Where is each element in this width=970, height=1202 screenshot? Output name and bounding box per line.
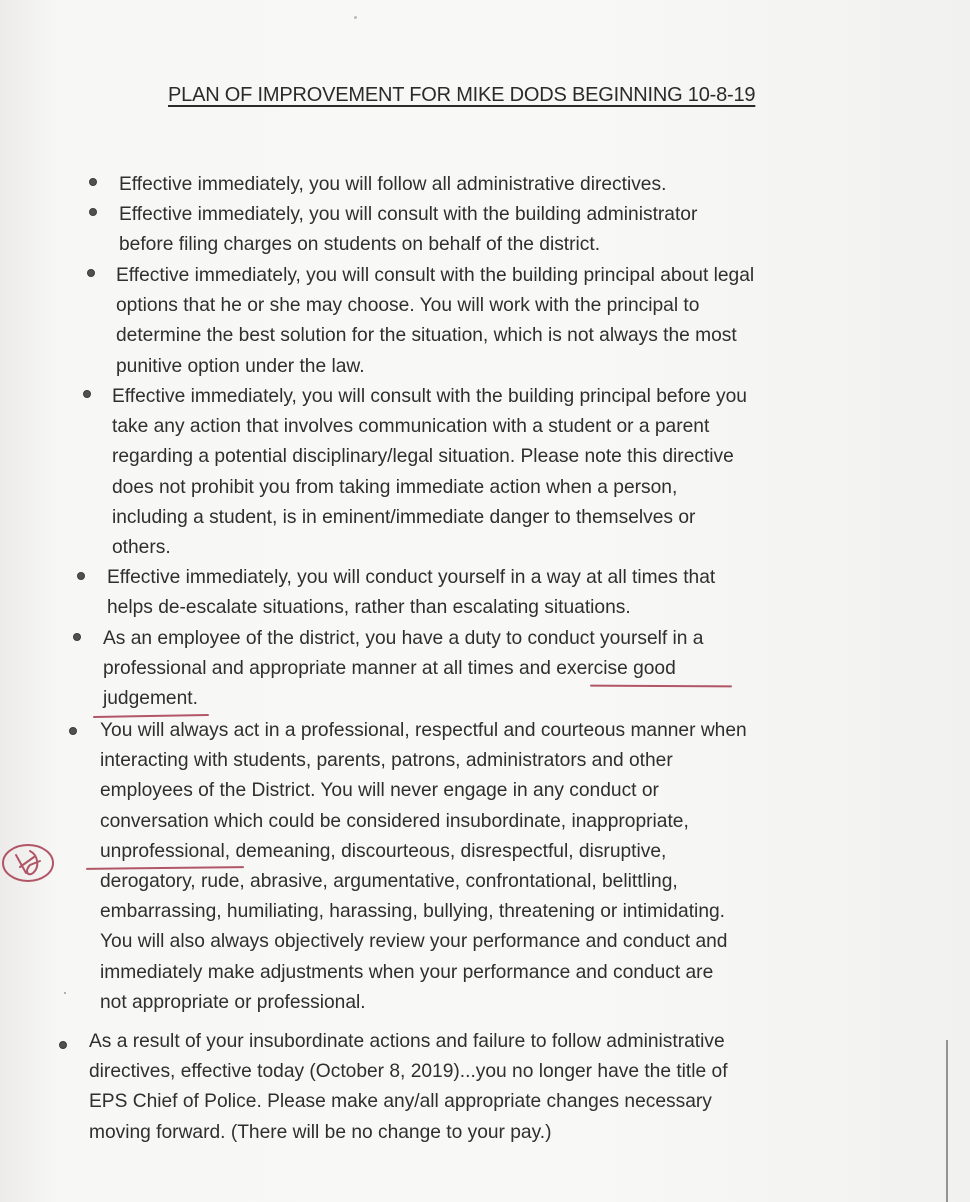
list-item-line: employees of the District. You will never engage in any conduct or [100, 780, 659, 802]
list-item [119, 170, 666, 200]
list-item-line: You will also always objectively review your performance and conduct and [100, 931, 728, 953]
list-item-line: including a student, is in eminent/immediate danger to themselves or [112, 506, 696, 528]
list-item-line: professional and appropriate manner at all times and exercise good [103, 658, 676, 680]
list-item-line: Effective immediately, you will consult with the building principal before you [112, 386, 747, 407]
handwritten-margin-mark-icon [0, 837, 56, 887]
list-item-line: not appropriate or professional. [100, 991, 366, 1013]
list-item-line: helps de-escalate situations, rather than escalating situations. [107, 597, 631, 619]
bullet-icon [73, 633, 81, 641]
list-item-line: interacting with students, parents, patrons, administrators and other [100, 750, 673, 772]
bullet-icon [89, 178, 97, 186]
scan-edge-line [946, 1040, 948, 1202]
bullet-icon [83, 390, 91, 398]
bullet-icon [77, 572, 85, 580]
list-item-line: others. [112, 537, 171, 559]
bullet-icon [87, 269, 95, 277]
list-item-line: As a result of your insubordinate actions and failure to follow administrative [89, 1031, 725, 1052]
list-item-line: punitive option under the law. [116, 355, 365, 377]
document-title: PLAN OF IMPROVEMENT FOR MIKE DODS BEGINNING 10-8-19 [168, 84, 756, 106]
list-item [116, 261, 754, 382]
bullet-icon [59, 1041, 67, 1049]
bullet-icon [89, 208, 97, 216]
list-item-line: directives, effective today (October 8, 2019)...you no longer have the title of [89, 1061, 728, 1083]
list-item-line: moving forward. (There will be no change to your pay.) [89, 1121, 552, 1143]
list-item [112, 382, 747, 563]
list-item-line: derogatory, rude, abrasive, argumentative, confrontational, belittling, [100, 871, 678, 893]
list-item-line: As an employee of the district, you have a duty to conduct yourself in a [103, 628, 704, 649]
list-item [107, 563, 715, 623]
paper-speck [354, 16, 357, 19]
list-item-line: does not prohibit you from taking immediate action when a person, [112, 476, 678, 498]
list-item-line: You will always act in a professional, respectful and courteous manner when [100, 720, 747, 741]
list-item-line: Effective immediately, you will follow all administrative directives. [119, 174, 667, 195]
list-item-line: unprofessional, demeaning, discourteous, disrespectful, disruptive, [100, 840, 667, 862]
list-item-line: options that he or she may choose. You will work with the principal to [116, 295, 700, 317]
list-item-line: embarrassing, humiliating, harassing, bullying, threatening or intimidating. [100, 901, 725, 923]
paper-speck [64, 992, 66, 994]
list-item-line: Effective immediately, you will consult with the building principal about legal [116, 265, 755, 286]
list-item-line: Effective immediately, you will consult with the building administrator [119, 204, 698, 225]
bullet-icon [69, 727, 77, 735]
list-item-line: conversation which could be considered insubordinate, inappropriate, [100, 810, 689, 832]
list-item-line: judgement. [103, 688, 198, 710]
list-item [89, 1027, 728, 1148]
list-item-line: Effective immediately, you will conduct yourself in a way at all times that [107, 567, 716, 588]
list-item [119, 200, 697, 260]
list-item-line: take any action that involves communication with a student or a parent [112, 416, 710, 438]
list-item-line: determine the best solution for the situation, which is not always the most [116, 325, 737, 347]
list-item-line: before filing charges on students on behalf of the district. [119, 234, 601, 256]
list-item [103, 624, 703, 715]
list-item-line: EPS Chief of Police. Please make any/all appropriate changes necessary [89, 1091, 712, 1113]
list-item-line: regarding a potential disciplinary/legal situation. Please note this directive [112, 446, 734, 468]
list-item-line: immediately make adjustments when your performance and conduct are [100, 961, 714, 983]
